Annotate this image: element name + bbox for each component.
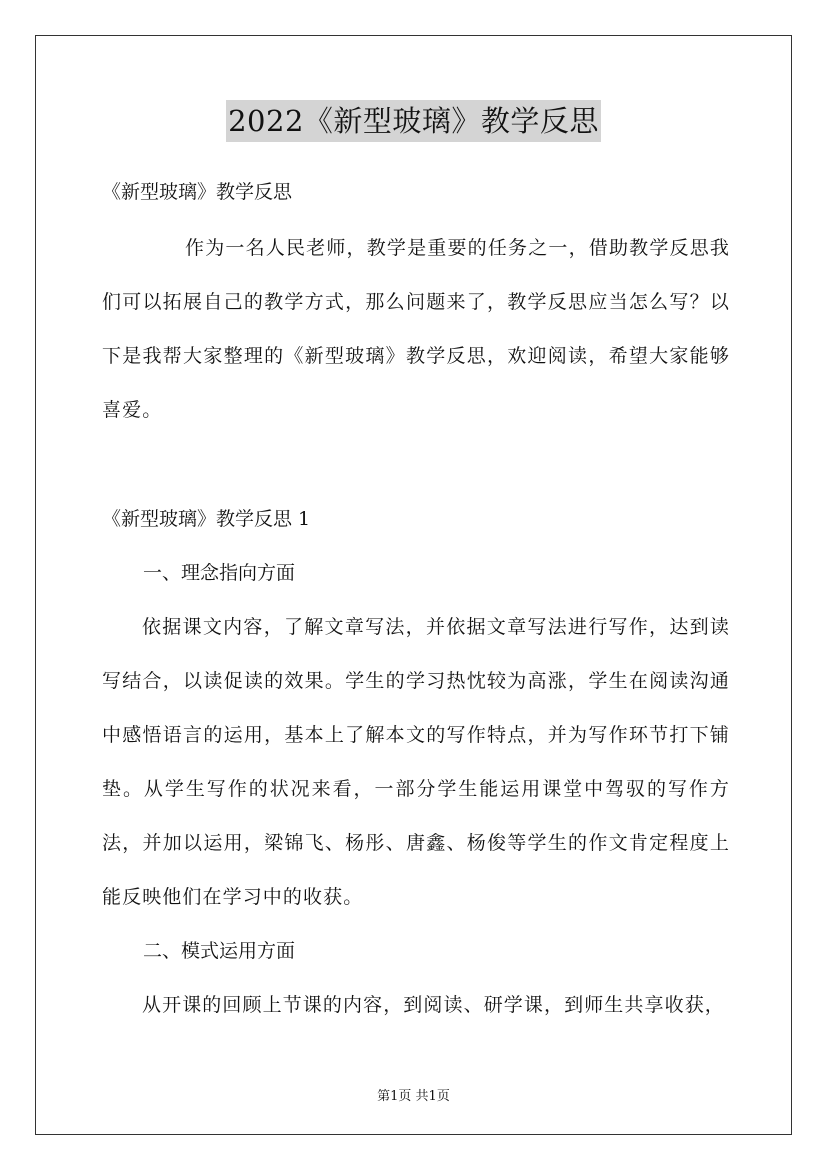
section-title: 《新型玻璃》教学反思 1 — [102, 508, 311, 530]
heading-concept: 一、理念指向方面 — [143, 562, 296, 584]
page-footer: 第1页 共1页 — [377, 1089, 450, 1104]
title-container — [0, 100, 827, 142]
document-title: 2022《新型玻璃》教学反思 — [226, 100, 601, 142]
paragraph-concept: 依据课文内容，了解文章写法，并依据文章写法进行写作，达到读写结合，以读促读的效果。学生的学习热忱较为高涨，学生在阅读沟通中感悟语言的运用，基本上了解本文的写作特点，并为写作环节打下铺垫。从学生写作的状况来看，一部分学生能运用课堂中驾驭的写作方法，并加以运用，梁锦飞、杨彤、唐鑫、杨俊等学生的作文肯定程度上能反映他们在学习中的收获。 — [102, 616, 730, 908]
document-subtitle: 《新型玻璃》教学反思 — [102, 181, 293, 203]
intro-paragraph: 作为一名人民老师，教学是重要的任务之一，借助教学反思我们可以拓展自己的教学方式，那么问题来了，教学反思应当怎么写？以下是我帮大家整理的《新型玻璃》教学反思，欢迎阅读，希望大家能够喜爱。 — [102, 237, 730, 421]
heading-model: 二、模式运用方面 — [143, 940, 296, 962]
paragraph-model: 从开课的回顾上节课的内容，到阅读、研学课，到师生共享收获， — [142, 994, 725, 1016]
